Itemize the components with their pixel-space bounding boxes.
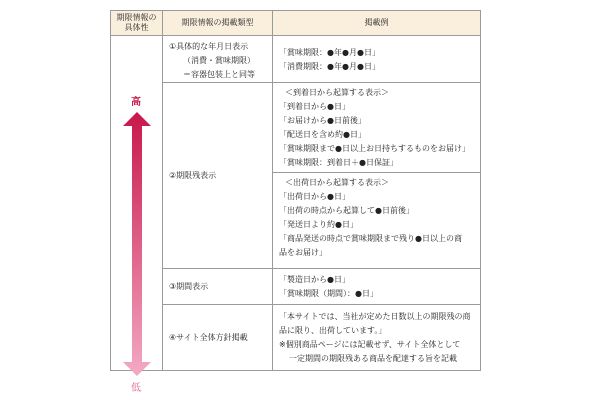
header-example: 掲載例 [273,11,481,36]
example-cell: 「賞味期限：●年●月●日」 「消費期限：●年●月●日」 [273,36,481,83]
example-cell: ＜到着日から起算する表示＞ 「到着日から●日」 「お届けから●日前後」 「配送日を含め約●日」 「賞味期限まで●日以上お日持ちするものをお届け」 「賞味期限：到着日＋●日保証」 [273,83,481,173]
category-cell: ④サイト全体方針掲載 [163,305,273,371]
example-cell: 「製造日から●日」 「賞味期限（期間）：●日」 [273,269,481,305]
header-specificity: 期限情報の具体性 [111,11,163,36]
table-row [111,269,481,305]
table-row [111,305,481,371]
example-cell: ＜出荷日から起算する表示＞ 「出荷日から●日」 「出荷の時点から起算して●日前後」 「発送日より約●日」 「商品発送の時点で賞味期限まで残り●日以上の商 品をお届け」 [273,173,481,269]
category-cell: ②期限残表示 [163,83,273,269]
specificity-arrow-icon [123,112,151,376]
expiry-info-table-container [110,10,480,392]
example-cell: 「本サイトでは、当社が定めた日数以上の期限残の商 品に限り、出荷しています。」 ※個別商品ページには記載せず、サイト全体として 一定期間の期限残ある商品を配達する旨を記載 [273,305,481,371]
axis-high-label: 高 [131,97,141,108]
header-type: 期限情報の掲載類型 [163,11,273,36]
axis-low-label: 低 [131,383,141,394]
category-cell: ①具体的な年月日表示 （消費・賞味期限） ＝容器包装上と同等 [163,36,273,83]
table-header-row [111,11,481,36]
specificity-axis [111,36,163,394]
category-cell: ③期間表示 [163,269,273,305]
table-row [111,83,481,173]
table-row [111,36,481,83]
expiry-info-table [110,10,481,394]
